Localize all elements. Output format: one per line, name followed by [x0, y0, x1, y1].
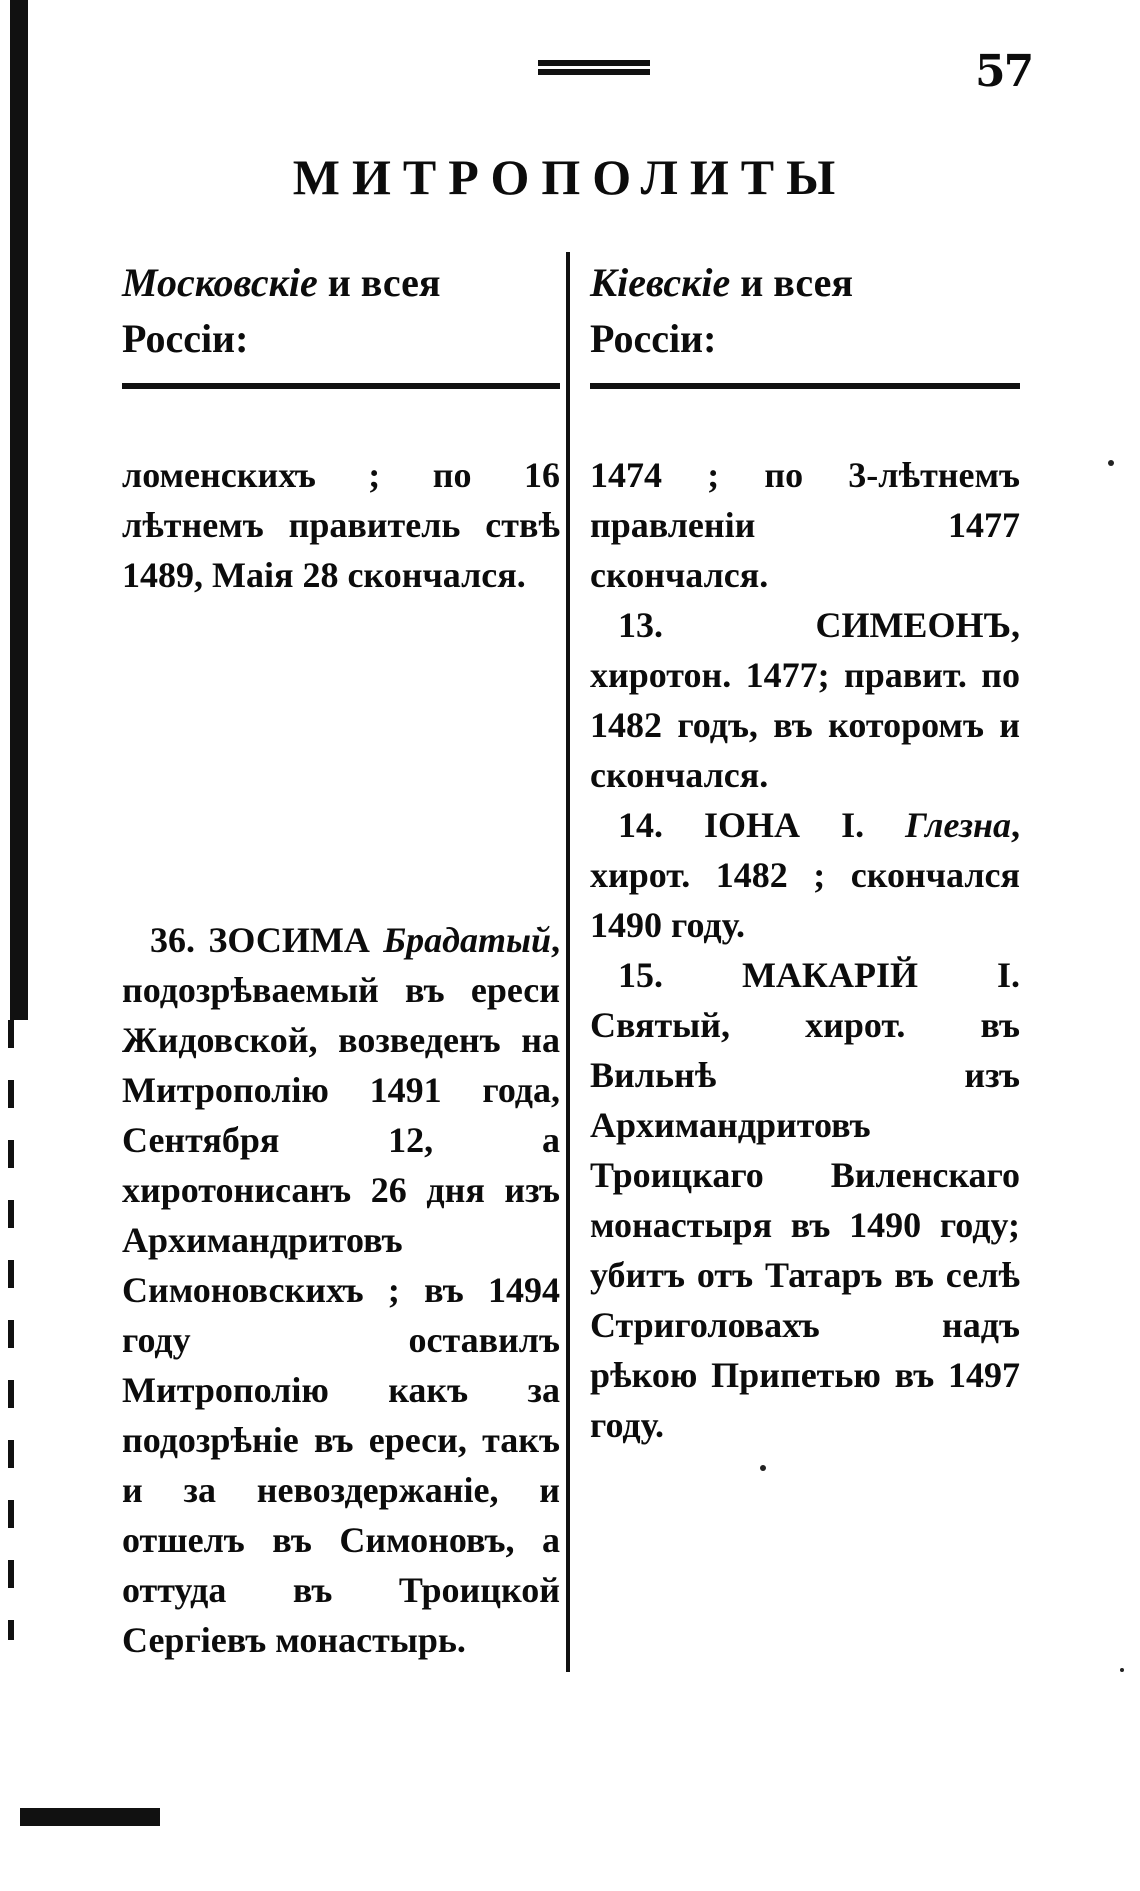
right-header-line2: Россіи:	[590, 316, 717, 361]
entry-name: МАКАРІЙ І.	[741, 955, 1020, 995]
left-header-rest: и всея	[317, 260, 441, 305]
page-number: 57	[975, 46, 1033, 97]
right-continuation-text: 1474 ; по 3-лѣтнемъ правленіи 1477 скончался.	[590, 455, 1020, 595]
scan-bottom-mark	[20, 1808, 160, 1826]
entry-name: ЗОСИМА	[208, 920, 370, 960]
entry-number: 36.	[150, 920, 195, 960]
right-column-header	[590, 255, 1020, 375]
header-ornament	[538, 60, 650, 84]
left-continuation-text: ломенскихъ ; по 16 лѣтнемъ правитель ствѣ 1489, Маія 28 скончался.	[122, 455, 560, 595]
entry-number: 14.	[618, 805, 663, 845]
left-header-rule	[122, 383, 560, 389]
right-entry-simeon	[590, 600, 1020, 800]
entry-name: ІОНА І.	[704, 805, 865, 845]
entry-text: , подозрѣваемый въ ереси Жидовской, возведенъ на Митрополію 1491 года, Сентября 12, а хиротонисанъ 26 дня изъ Архимандритовъ Симоновскихъ ; въ 1494 году оставилъ Митрополію какъ за подозрѣніе въ ереси, такъ и за невоздержаніе, и отшелъ въ Симоновъ, а оттуда въ Троицкой Сергіевъ монастырь.	[122, 920, 560, 1660]
left-column-header	[122, 255, 560, 375]
entry-epithet: Глезна	[905, 805, 1012, 845]
right-column-body	[590, 450, 1020, 1450]
left-header-italic: Московскіе	[122, 260, 318, 305]
left-column	[122, 255, 560, 1660]
entry-text: , хиротон. 1477; правит. по 1482 годъ, въ которомъ и скончался.	[590, 605, 1020, 795]
right-entry-makariy	[590, 950, 1020, 1450]
entry-text: , хирот. 1482 ; скончался 1490 году.	[590, 805, 1021, 945]
column-divider	[566, 252, 570, 1672]
right-entry-iona	[590, 800, 1020, 950]
entry-name: СИМЕОНЪ	[815, 605, 1011, 645]
scan-speck	[1120, 1668, 1124, 1672]
scan-speck	[760, 1465, 766, 1471]
scan-speck	[1108, 460, 1114, 466]
page-title: МИТРОПОЛИТЫ	[292, 149, 848, 205]
entry-number: 13.	[618, 605, 663, 645]
left-entry-zosima	[122, 915, 560, 1665]
entry-epithet: Брадатый	[383, 920, 551, 960]
entry-number: 15.	[618, 955, 663, 995]
entry-text: Святый, хирот. въ Вильнѣ изъ Архимандритовъ Троицкаго Виленскаго монастыря въ 1490 году; убитъ отъ Татаръ въ селѣ Стриголовахъ надъ рѣкою Припетью въ 1497 году.	[590, 1005, 1020, 1445]
scan-edge-marks	[8, 1020, 14, 1640]
right-header-rest: и всея	[730, 260, 854, 305]
left-header-line2: Россіи:	[122, 316, 249, 361]
right-column	[590, 255, 1021, 1445]
right-header-rule	[590, 383, 1020, 389]
right-header-italic: Кіевскіе	[590, 260, 731, 305]
